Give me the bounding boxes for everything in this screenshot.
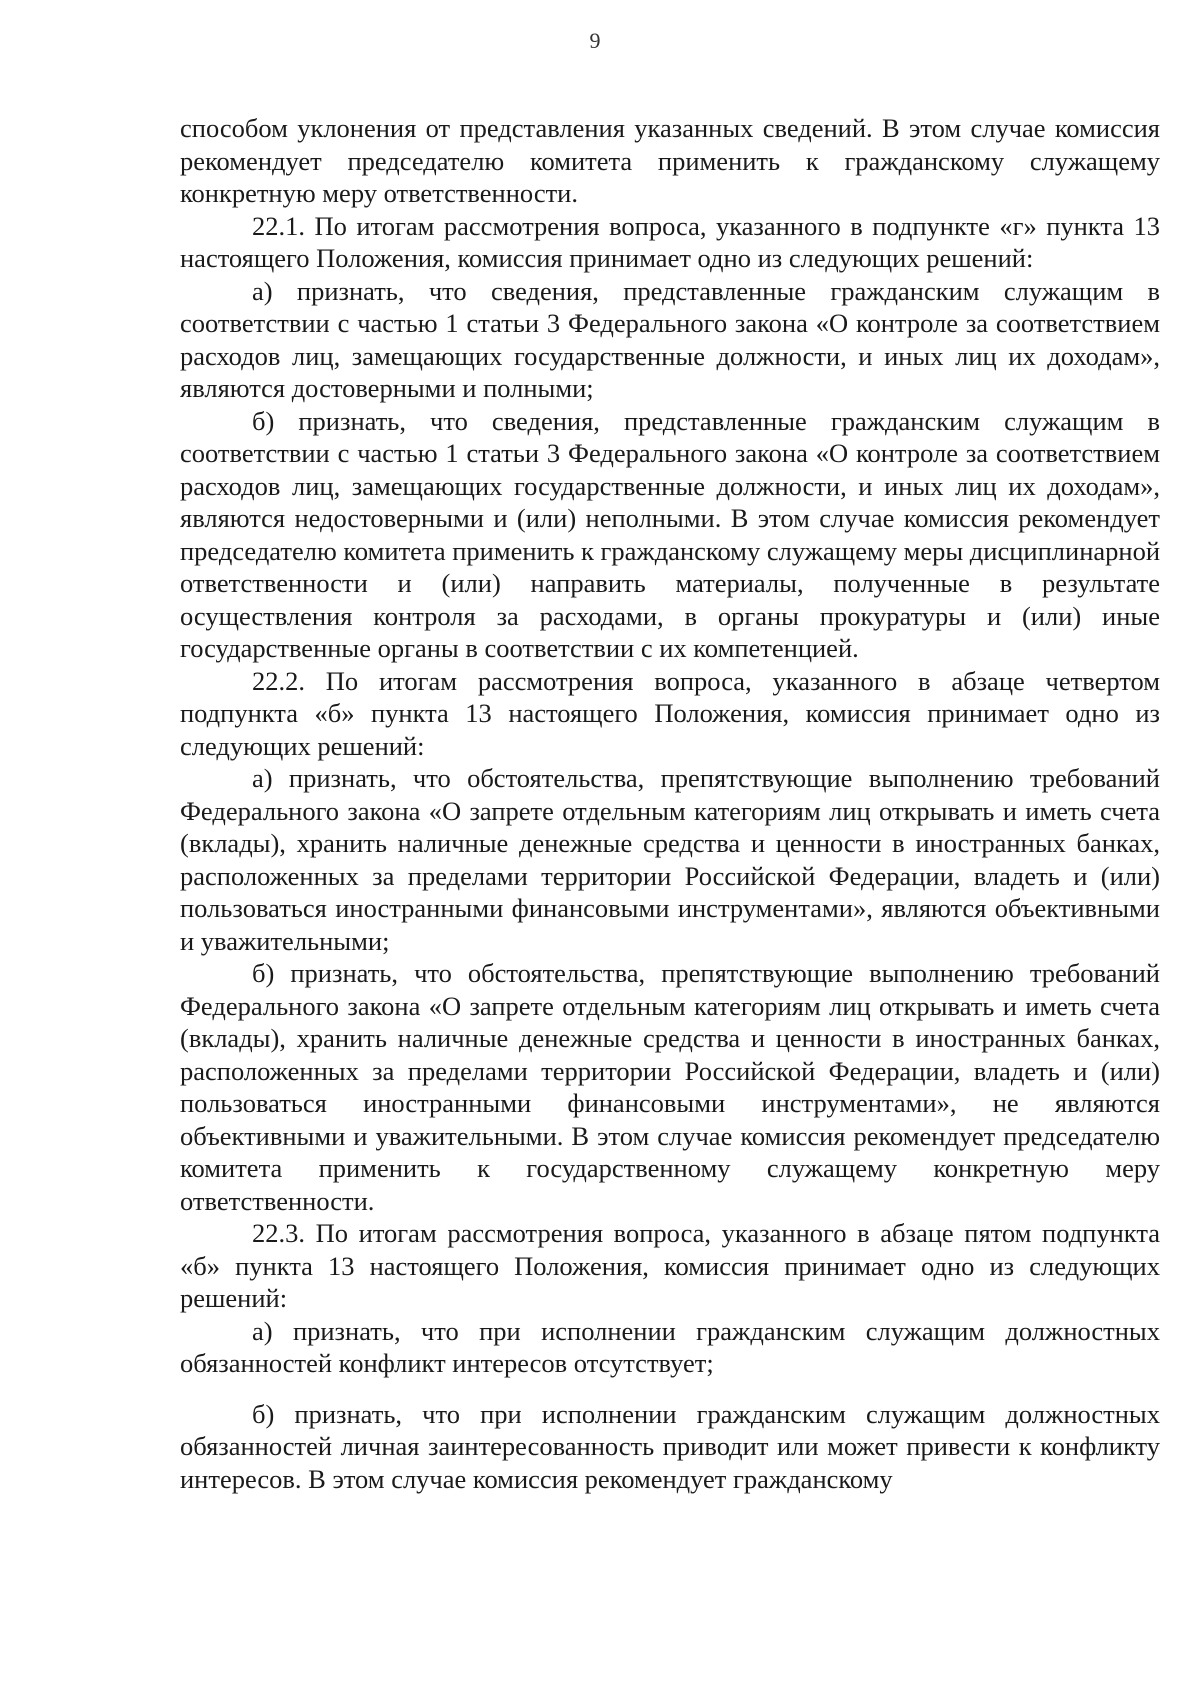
paragraph-22-1: 22.1. По итогам рассмотрения вопроса, указанного в подпункте «г» пункта 13 настоящего Положения, комиссия принимает одно из следующих решений: <box>180 210 1160 273</box>
paragraph-22-1-a: а) признать, что сведения, представленные гражданским служащим в соответствии с частью 1 статьи 3 Федерального закона «О контроле за соответствием расходов лиц, замещающих государственные должности, и иных лиц их доходам», являются достоверными и полными; <box>180 275 1160 403</box>
document-body <box>180 112 1160 1495</box>
paragraph-22-1-b: б) признать, что сведения, представленные гражданским служащим в соответствии с частью 1 статьи 3 Федерального закона «О контроле за соответствием расходов лиц, замещающих государственные должности, и иных лиц их доходам», являются недостоверными и (или) неполными. В этом случае комиссия рекомендует председателю комитета применить к гражданскому служащему меры дисциплинарной ответственности и (или) направить материалы, полученные в результате осуществления контроля за расходами, в органы прокуратуры и (или) иные государственные органы в соответствии с их компетенцией. <box>180 405 1160 663</box>
paragraph-22-3-a: а) признать, что при исполнении гражданским служащим должностных обязанностей конфликт интересов отсутствует; <box>180 1315 1160 1378</box>
page-number: 9 <box>589 28 601 53</box>
paragraph-22-2-b: б) признать, что обстоятельства, препятствующие выполнению требований Федерального закона «О запрете отдельным категориям лиц открывать и иметь счета (вклады), хранить наличные денежные средства и ценности в иностранных банках, расположенных за пределами территории Российской Федерации, владеть и (или) пользоваться иностранными финансовыми инструментами», не являются объективными и уважительными. В этом случае комиссия рекомендует председателю комитета применить к государственному служащему конкретную меру ответственности. <box>180 958 1160 1216</box>
paragraph-continuation: способом уклонения от представления указанных сведений. В этом случае комиссия рекомендует председателю комитета применить к гражданскому служащему конкретную меру ответственности. <box>180 113 1160 208</box>
paragraph-22-2: 22.2. По итогам рассмотрения вопроса, указанного в абзаце четвертом подпункта «б» пункта 13 настоящего Положения, комиссия принимает одно из следующих решений: <box>180 665 1160 761</box>
paragraph-22-3: 22.3. По итогам рассмотрения вопроса, указанного в абзаце пятом подпункта «б» пункта 13 настоящего Положения, комиссия принимает одно из следующих решений: <box>180 1218 1160 1313</box>
paragraph-22-2-a: а) признать, что обстоятельства, препятствующие выполнению требований Федерального закона «О запрете отдельным категориям лиц открывать и иметь счета (вклады), хранить наличные денежные средства и ценности в иностранных банках, расположенных за пределами территории Российской Федерации, владеть и (или) пользоваться иностранными финансовыми инструментами», являются объективными и уважительными; <box>180 763 1160 956</box>
paragraph-22-3-b: б) признать, что при исполнении гражданским служащим должностных обязанностей личная заинтересованность приводит или может привести к конфликту интересов. В этом случае комиссия рекомендует гражданскому <box>180 1398 1160 1494</box>
